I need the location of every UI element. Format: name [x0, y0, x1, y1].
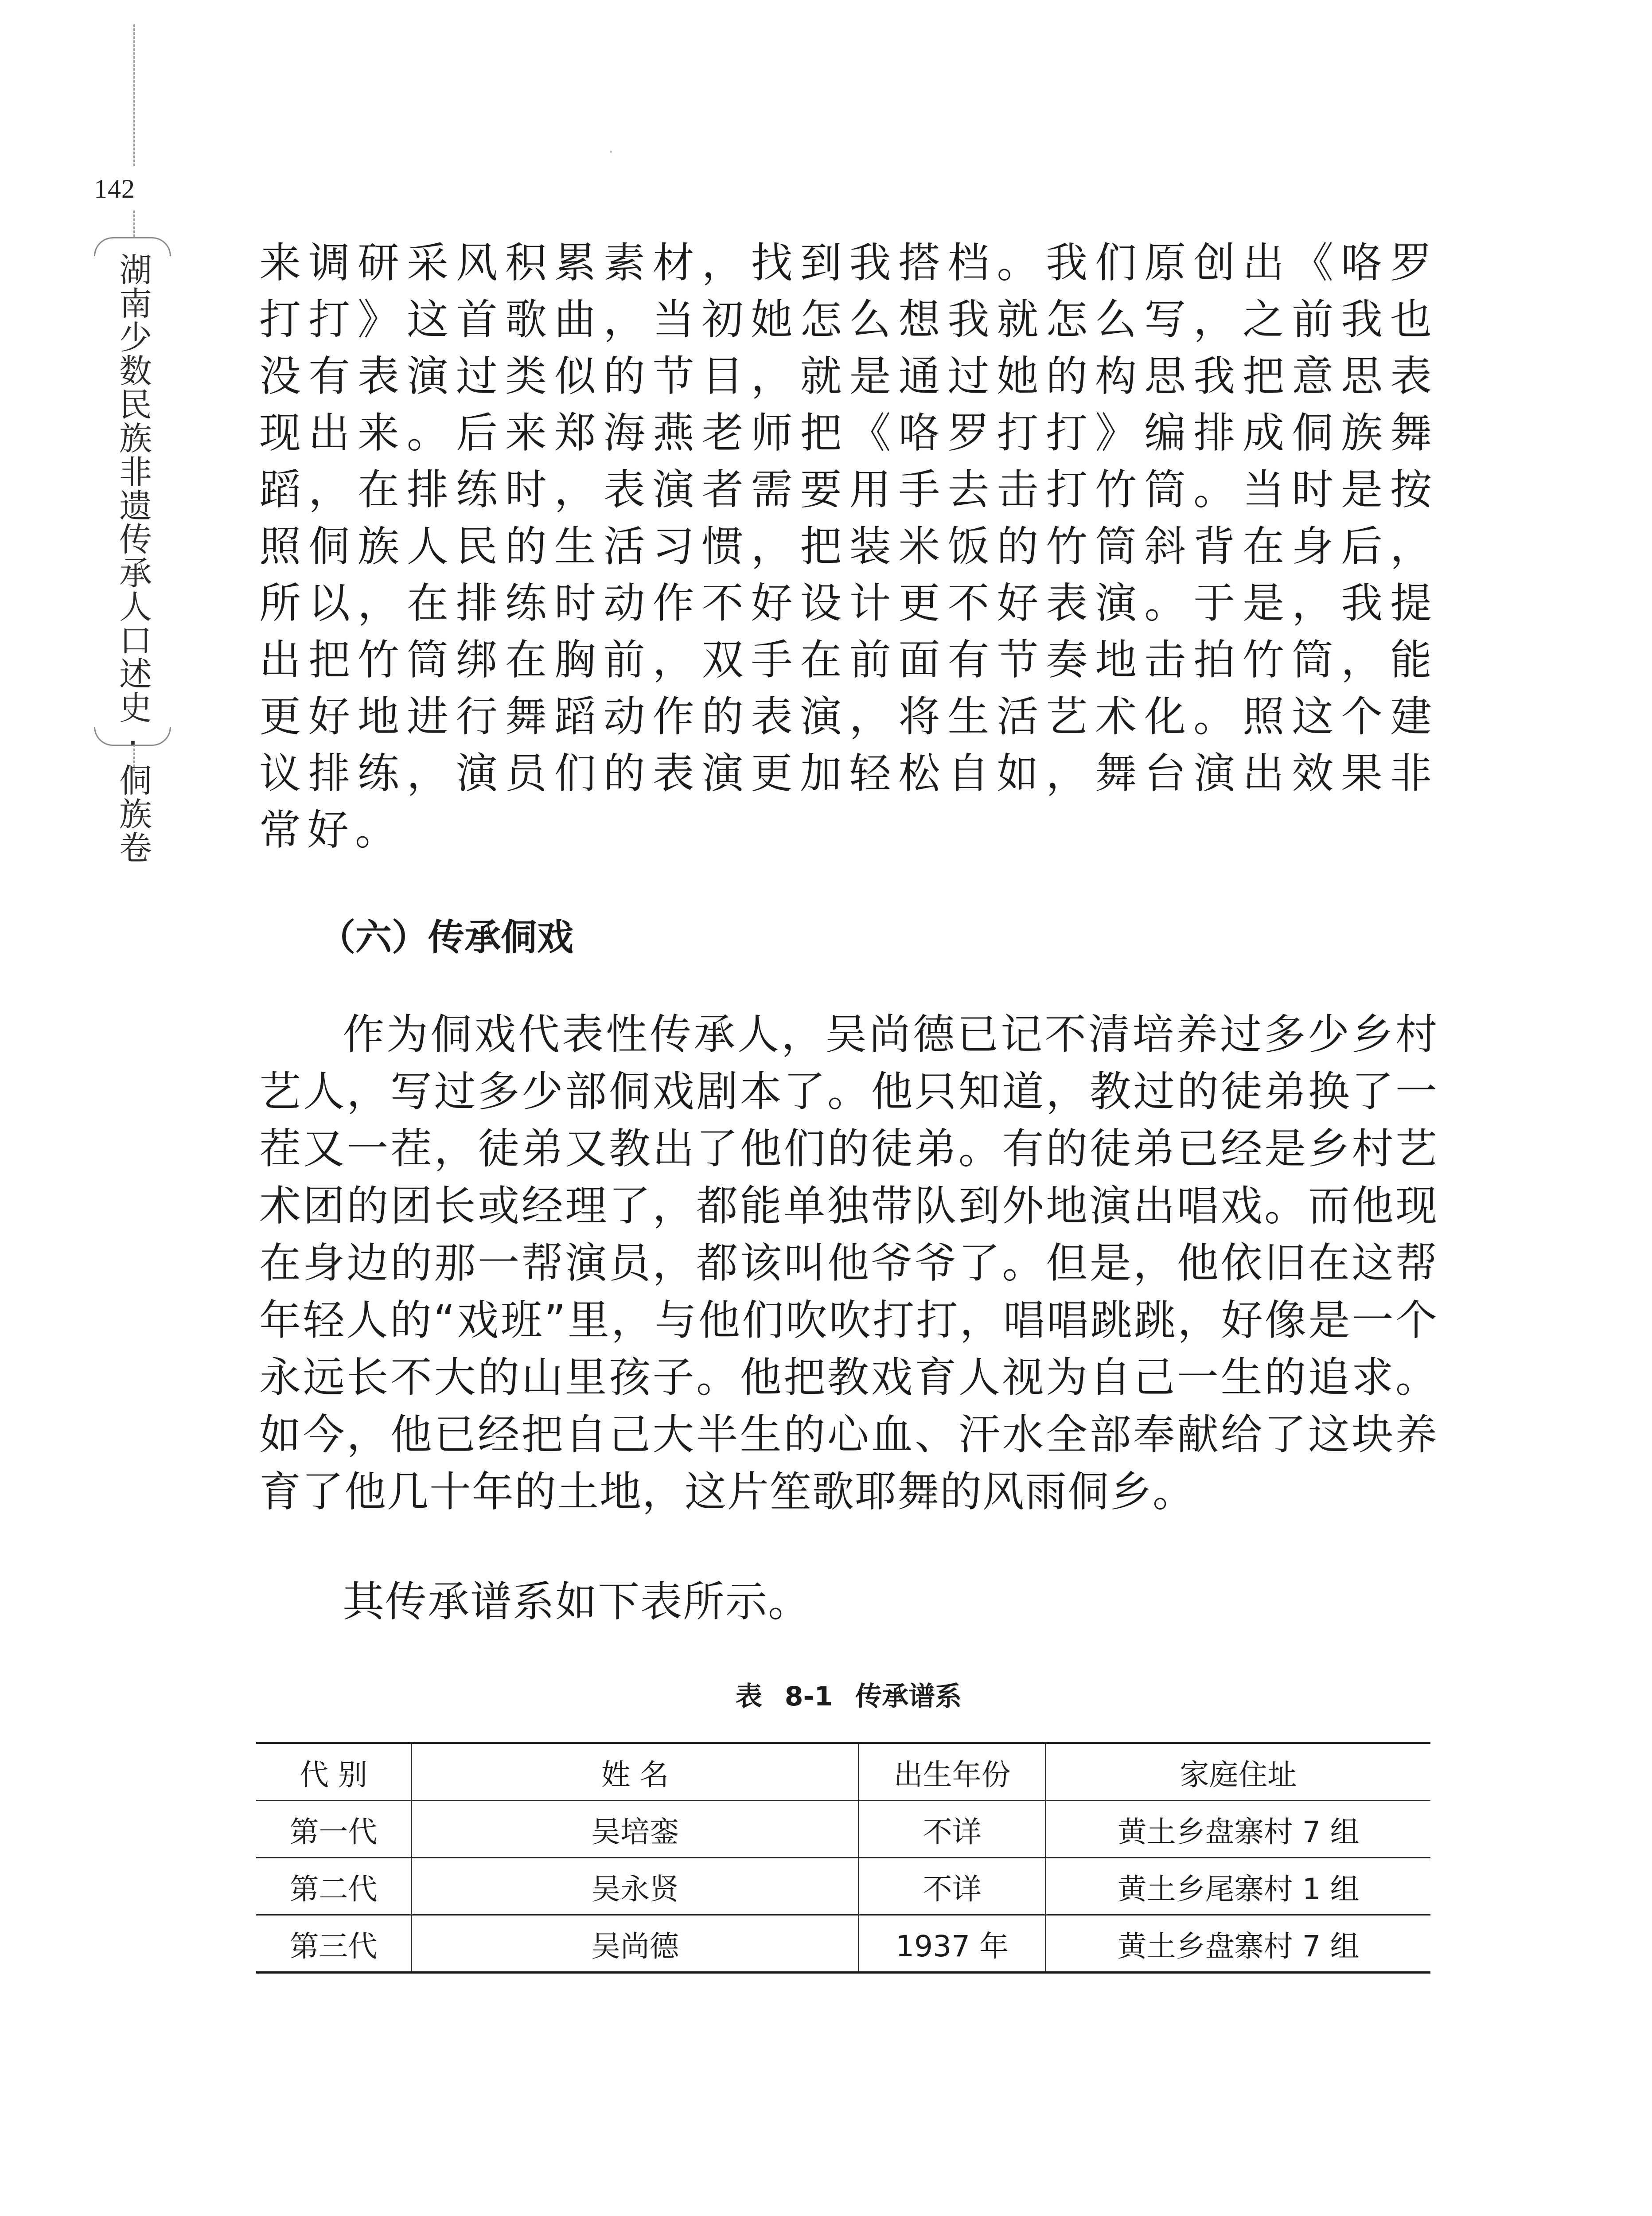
cell-address: 黄土乡盘寨村 7 组 [1046, 1915, 1430, 1973]
header-birth-year: 出生年份 [859, 1743, 1046, 1801]
main-paragraph: 作为侗戏代表性传承人，吴尚德已记不清培养过多少乡村艺人，写过多少部侗戏剧本了。他只知道，教过的徒弟换了一茬又一茬，徒弟又教出了他们的徒弟。有的徒弟已经是乡村艺术团的团长或经理了，都能单独带队到外地演出唱戏。而他现在身边的那一帮演员，都该叫他爷爷了。但是，他依旧在这帮年轻人的“戏班”里，与他们吹吹打打，唱唱跳跳，好像是一个永远长不大的山里孩子。他把教戏育人视为自己一生的追求。如今，他已经把自己大半生的心血、汗水全部奉献给了这块养育了他几十年的土地，这片笙歌耶舞的风雨侗乡。 [259, 1010, 1438, 1516]
table-header-row [256, 1743, 1430, 1801]
cell-name: 吴永贤 [411, 1858, 858, 1915]
cell-birth-year: 不详 [859, 1801, 1046, 1858]
cell-address: 黄土乡盘寨村 7 组 [1046, 1801, 1430, 1858]
cell-name: 吴培銮 [411, 1801, 858, 1858]
table-caption: 表 8-1 传承谱系 [735, 1681, 962, 1712]
header-dashed-rule-top [133, 24, 135, 166]
cell-birth-year: 不详 [859, 1858, 1046, 1915]
header-generation: 代 别 [256, 1743, 411, 1801]
running-book-title: 湖南少数民族非遗传承人口述史·侗族卷 [114, 253, 152, 864]
header-address: 家庭住址 [1046, 1743, 1430, 1801]
lineage-table [256, 1742, 1430, 1974]
cell-generation: 第二代 [256, 1858, 411, 1915]
scan-speck [610, 151, 612, 153]
table-row [256, 1858, 1430, 1915]
header-name: 姓 名 [411, 1743, 858, 1801]
table-row [256, 1801, 1430, 1858]
page-number: 142 [94, 174, 135, 203]
quoted-narrative-paragraph: 来调研采风积累素材，找到我搭档。我们原创出《咯罗打打》这首歌曲，当初她怎么想我就怎么写，之前我也没有表演过类似的节目，就是通过她的构思我把意思表现出来。后来郑海燕老师把《咯罗打打》编排成侗族舞蹈，在排练时，表演者需要用手去击打竹筒。当时是按照侗族人民的生活习惯，把装米饭的竹筒斜背在身后，所以，在排练时动作不好设计更不好表演。于是，我提出把竹筒绑在胸前，双手在前面有节奏地击拍竹筒，能更好地进行舞蹈动作的表演，将生活艺术化。照这个建议排练，演员们的表演更加轻松自如，舞台演出效果非常好。 [259, 239, 1438, 854]
header-dashed-rule-middle [133, 211, 135, 237]
section-heading: （六）传承侗戏 [319, 917, 574, 959]
cell-birth-year: 1937 年 [859, 1915, 1046, 1973]
cell-address: 黄土乡尾寨村 1 组 [1046, 1858, 1430, 1915]
table-row [256, 1915, 1430, 1973]
cell-generation: 第一代 [256, 1801, 411, 1858]
cell-name: 吴尚德 [411, 1915, 858, 1973]
table-intro-line: 其传承谱系如下表所示。 [343, 1578, 811, 1626]
header-dashed-rule-bottom [133, 745, 135, 771]
title-bracket-bottom [94, 727, 171, 746]
cell-generation: 第三代 [256, 1915, 411, 1973]
